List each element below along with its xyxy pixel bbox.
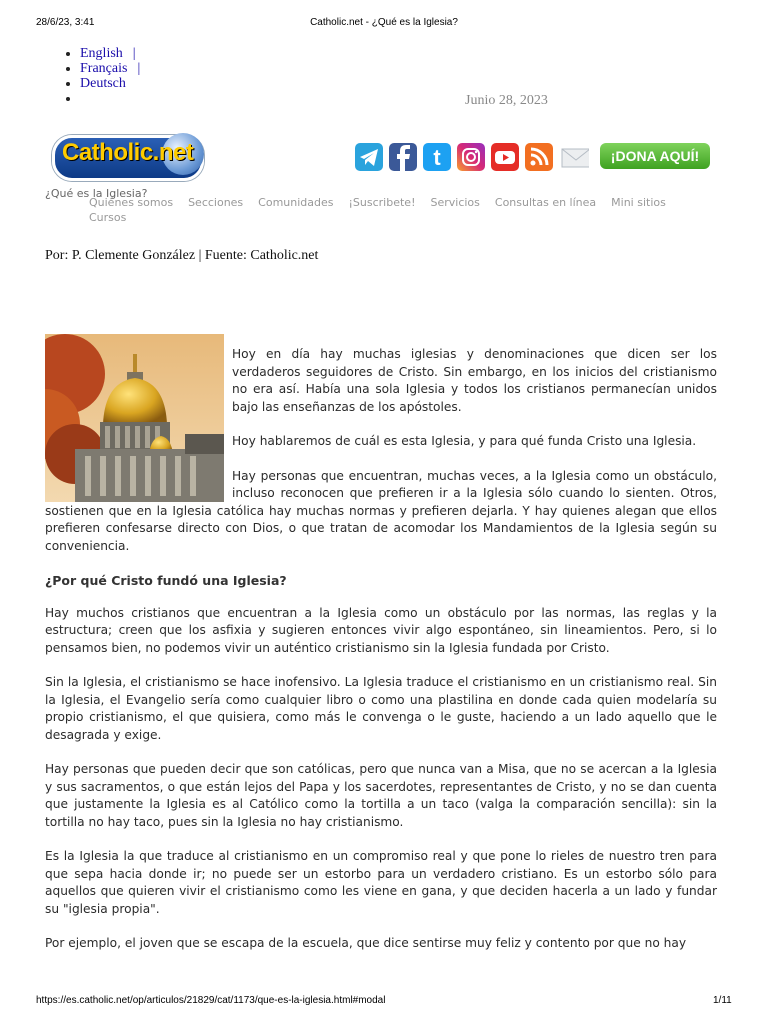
print-timestamp: 28/6/23, 3:41 bbox=[36, 17, 95, 28]
telegram-icon[interactable] bbox=[355, 143, 383, 171]
rss-icon[interactable] bbox=[525, 143, 553, 171]
facebook-icon[interactable] bbox=[389, 143, 417, 171]
logo-text: Catholic.net bbox=[62, 139, 194, 166]
language-list bbox=[62, 46, 140, 106]
article-byline: Por: P. Clemente González | Fuente: Catholic.net bbox=[45, 248, 319, 263]
article-paragraph: Sin la Iglesia, el cristianismo se hace inofensivo. La Iglesia traduce el cristianismo en un cristianismo real. Sin la Iglesia, el Evangelio sería como cualquier libro o como una plastilina en donde cada quien modelaría su propio cristianismo, el que quisiera, como más le convenga o le guste, haciendo a un lado aquello que le desagrada y exige. bbox=[45, 675, 717, 742]
article-paragraph: Es la Iglesia la que traduce al cristianismo en un compromiso real y que pone lo rieles de nuestro tren para que sepa hacia donde ir; no puede ser un estorbo para un verdadero cristiano. Es un estorbo sólo para aquellos que quieren vivir el cristianismo como les viene en gana, y que deciden hacerla a un lado y fundar su "iglesia propia". bbox=[45, 849, 717, 916]
nav-item-servicios[interactable]: Servicios bbox=[430, 196, 480, 209]
article-paragraph: Hay muchos cristianos que encuentran a la Iglesia como un obstáculo por las normas, las reglas y la estructura; creen que los asfixia y sugieren entonces vivir algo espontáneo, sin lineamientos. Pero, si lo pensamos bien, no podemos vivir un auténtico cristianismo sin la Iglesia fundada por Cristo. bbox=[45, 605, 717, 655]
article-paragraph: Hoy hablaremos de cuál es esta Iglesia, y para qué funda Cristo una Iglesia. bbox=[232, 434, 697, 448]
language-item bbox=[80, 76, 140, 91]
language-item bbox=[80, 61, 140, 76]
language-separator: | bbox=[137, 61, 141, 76]
article-paragraph: Hay personas que pueden decir que son católicas, pero que nunca van a Misa, que no se acercan a la Iglesia y sus sacramentos, o que están lejos del Papa y los sacerdotes, representantes de Cristo, y no se dan cuenta que justamente la Iglesia es al Católico como la tortilla a un taco (valga la comparación sencilla): sin la tortilla no hay taco, pues sin la Iglesia no hay cristianismo. bbox=[45, 762, 717, 829]
youtube-icon[interactable] bbox=[491, 143, 519, 171]
breadcrumb: ¿Qué es la Iglesia? bbox=[45, 187, 148, 200]
article-paragraph: Hay personas que encuentran, muchas veces, a la Iglesia como un obstáculo, incluso reconocen que prefieren ir a la Iglesia sólo cuando lo sienten. Otros, sostienen que en la Iglesia católica hay muchas normas y prefieren dejarla. Y hay quienes alegan que ellos prefieren confesarse directo con Dios, o que tratan de acomodar los Mandamientos de la Iglesia según su conveniencia. bbox=[45, 468, 717, 553]
nav-item-consultas[interactable]: Consultas en línea bbox=[494, 196, 597, 209]
nav-item-secciones[interactable]: Secciones bbox=[188, 196, 244, 209]
language-item-empty bbox=[80, 91, 140, 106]
article-paragraph: Hoy en día hay muchas iglesias y denominaciones que dicen ser los verdaderos seguidores de Cristo. Sin embargo, en los inicios del cristianismo no era así. Había una sola Iglesia y todos los cristianos permanecían unidos bajo las enseñanzas de los apóstoles. bbox=[232, 347, 717, 414]
social-icons bbox=[355, 143, 595, 171]
language-separator: | bbox=[132, 46, 136, 61]
twitter-icon[interactable] bbox=[423, 143, 451, 171]
print-url: https://es.catholic.net/op/articulos/21829/cat/1173/que-es-la-iglesia.html#modal bbox=[36, 995, 386, 1006]
current-date: Junio 28, 2023 bbox=[465, 93, 548, 108]
language-link-deutsch[interactable]: Deutsch bbox=[80, 76, 126, 91]
nav-item-suscribete[interactable]: ¡Suscribete! bbox=[348, 196, 416, 209]
main-nav bbox=[89, 195, 729, 225]
language-link-english[interactable]: English bbox=[80, 46, 123, 61]
article-paragraph: Por ejemplo, el joven que se escapa de la escuela, que dice sentirse muy feliz y contento por que no hay bbox=[45, 936, 687, 950]
print-page-count: 1/11 bbox=[713, 995, 732, 1006]
nav-item-comunidades[interactable]: Comunidades bbox=[258, 196, 334, 209]
language-item bbox=[80, 46, 140, 61]
nav-item-quienes-somos[interactable]: Quiénes somos bbox=[89, 196, 174, 209]
nav-item-mini-sitios[interactable]: Mini sitios bbox=[611, 196, 666, 209]
article-section-heading: ¿Por qué Cristo fundó una Iglesia? bbox=[45, 573, 287, 588]
donate-button[interactable]: ¡DONA AQUÍ! bbox=[600, 143, 710, 169]
email-icon[interactable] bbox=[561, 143, 589, 171]
nav-item-cursos[interactable]: Cursos bbox=[89, 211, 127, 224]
article-body bbox=[45, 346, 717, 970]
catholic-net-logo[interactable] bbox=[52, 133, 204, 181]
photo-spacer bbox=[45, 346, 232, 494]
print-doc-title: Catholic.net - ¿Qué es la Iglesia? bbox=[310, 17, 458, 28]
language-link-francais[interactable]: Français bbox=[80, 61, 128, 76]
instagram-icon[interactable] bbox=[457, 143, 485, 171]
svg-text:t: t bbox=[433, 145, 441, 170]
